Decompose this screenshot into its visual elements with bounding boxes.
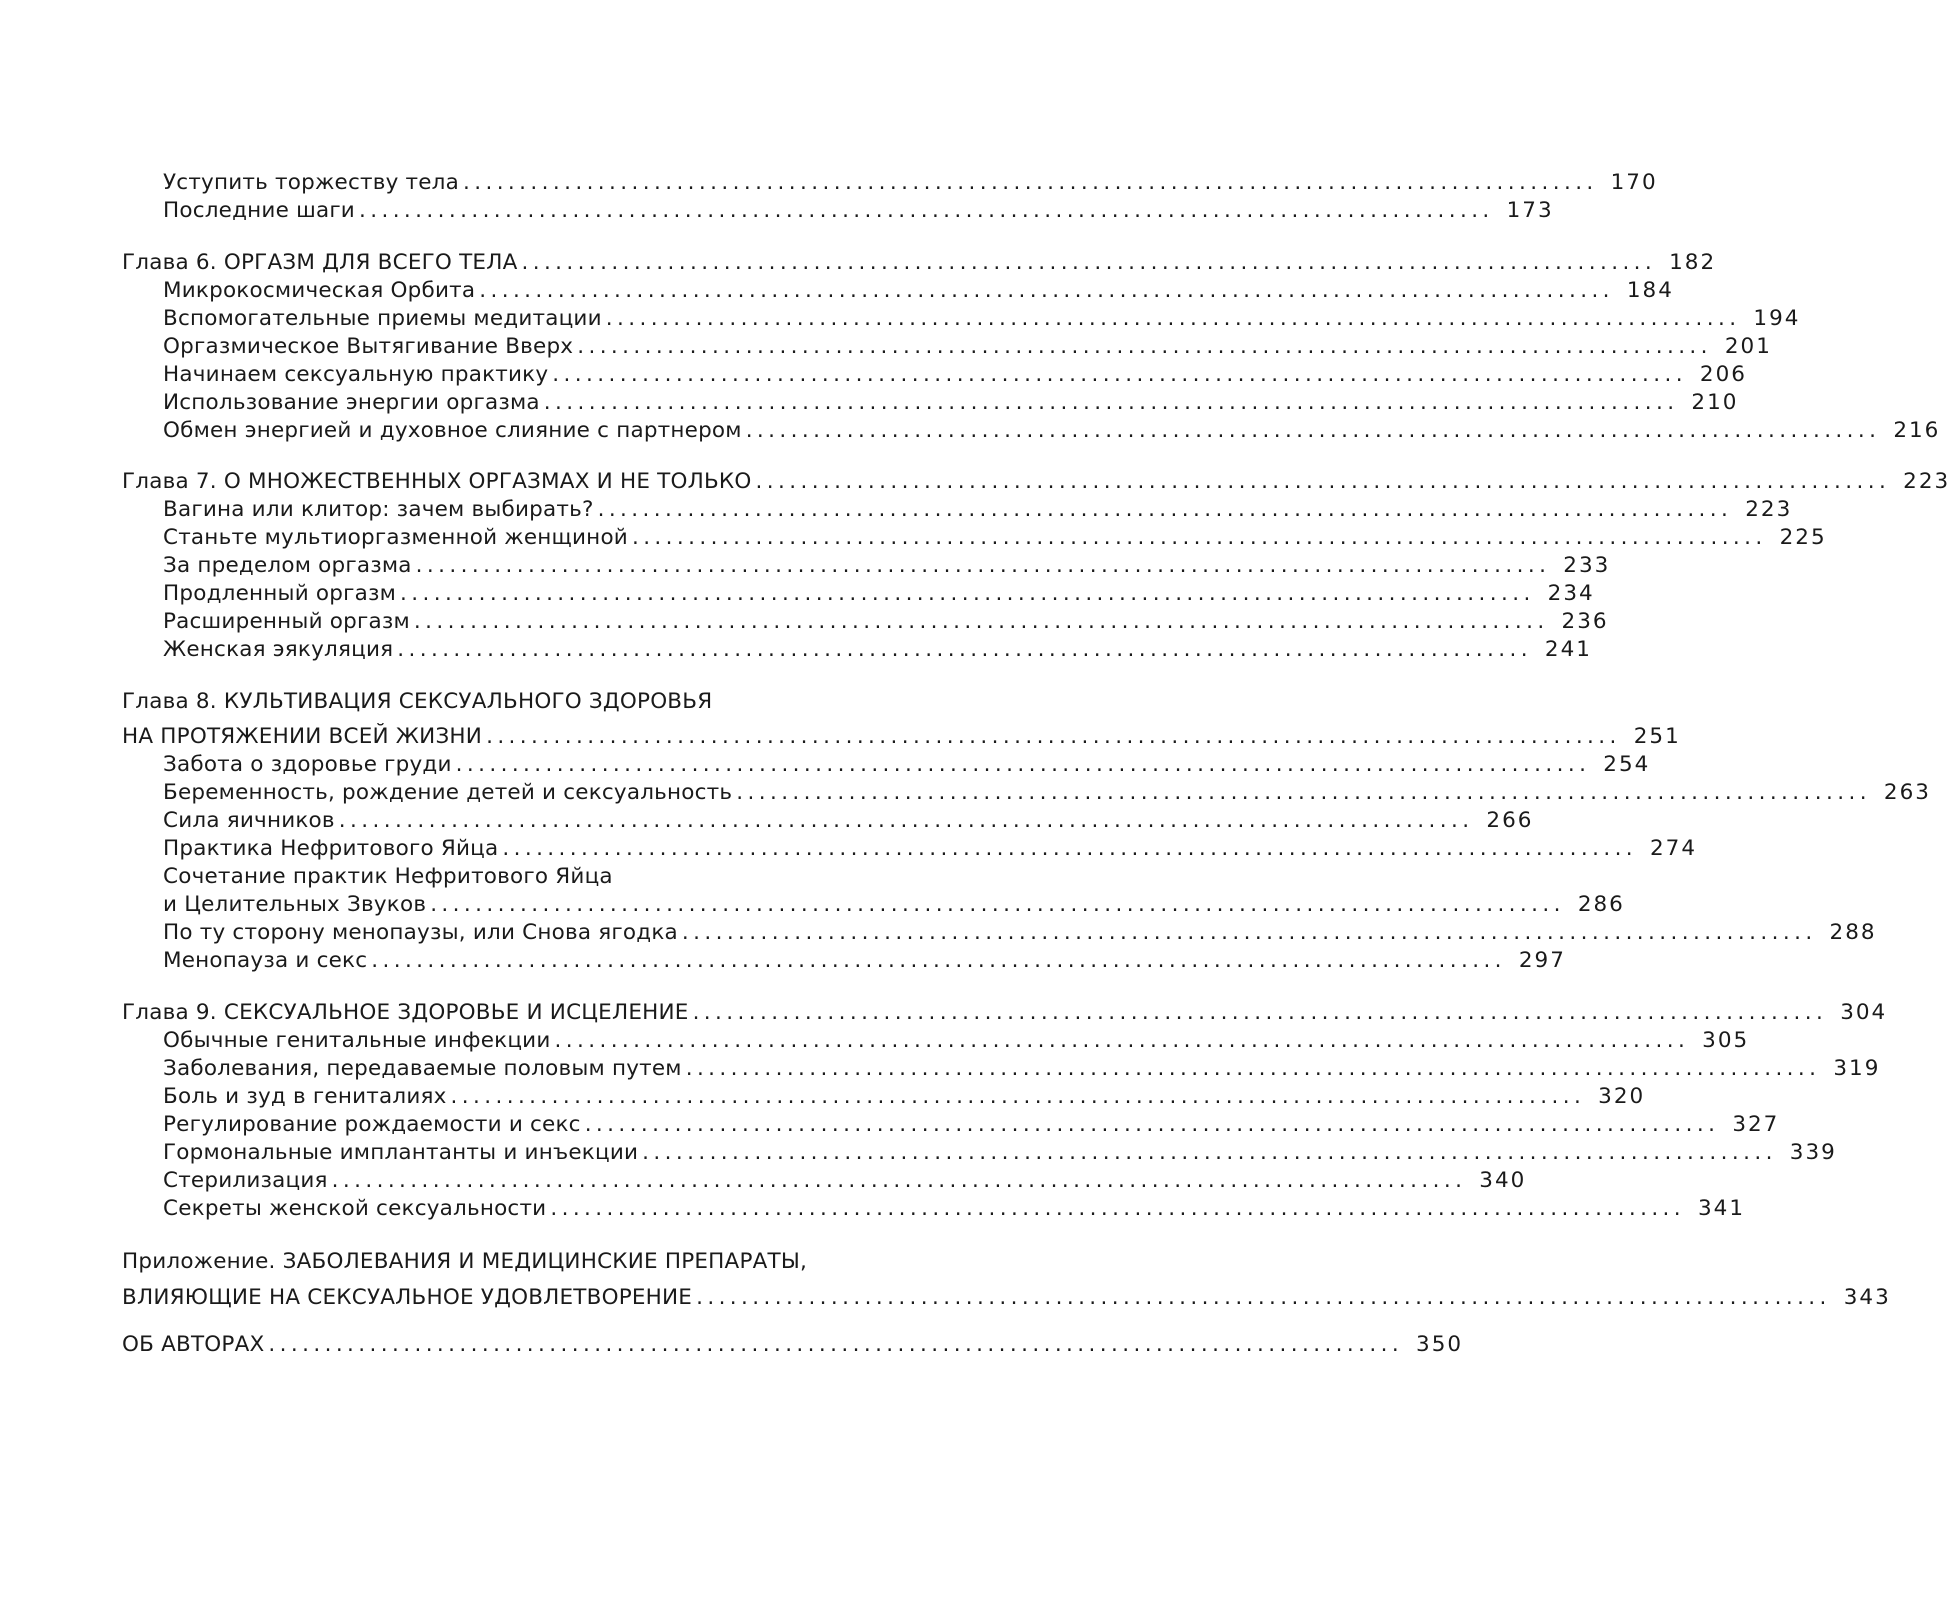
dot-leader: ..................................................................................................... (359, 198, 1494, 223)
toc-entry (163, 1166, 1527, 1195)
dot-leader: ..................................................................................................... (685, 1056, 1821, 1081)
page-number: 266 (1486, 808, 1534, 833)
dot-leader: ..................................................................................................... (554, 1028, 1690, 1053)
entry-title: Последние шаги (163, 198, 355, 223)
dot-leader: ..................................................................................................... (455, 752, 1591, 777)
dot-leader: ..................................................................................................... (521, 250, 1657, 275)
toc-entry (163, 1138, 1837, 1167)
chapter-title: Глава 8. КУЛЬТИВАЦИЯ СЕКСУАЛЬНОГО ЗДОРОВЬЯ (122, 689, 713, 714)
toc-entry (163, 1054, 1881, 1083)
entry-title: Менопауза и секс (163, 948, 368, 973)
page-number: 223 (1903, 469, 1950, 494)
page-number: 225 (1779, 525, 1827, 550)
toc-chapter (122, 248, 1717, 277)
page-number: 241 (1544, 637, 1592, 662)
toc-entry (163, 1026, 1750, 1055)
toc-entry (163, 551, 1611, 580)
entry-title: Вагина или клитор: зачем выбирать? (163, 497, 594, 522)
dot-leader: ..................................................................................................... (479, 278, 1614, 303)
page-number: 170 (1610, 170, 1658, 195)
toc-entry (163, 332, 1772, 361)
chapter-title: Глава 7. О МНОЖЕСТВЕННЫХ ОРГАЗМАХ И НЕ ТОЛЬКО (122, 469, 752, 494)
page-number: 274 (1650, 836, 1698, 861)
entry-title: Расширенный оргазм (163, 609, 410, 634)
entry-title: Регулирование рождаемости и секс (163, 1112, 581, 1137)
dot-leader: ..................................................................................................... (338, 808, 1474, 833)
toc-chapter (122, 998, 1888, 1027)
page-number: 339 (1789, 1140, 1837, 1165)
dot-leader: ..................................................................................................... (745, 418, 1881, 443)
entry-title: Оргазмическое Вытягивание Вверх (163, 334, 574, 359)
dot-leader: ..................................................................................................... (755, 469, 1891, 494)
page-number: 343 (1843, 1285, 1891, 1310)
dot-leader: ..................................................................................................... (552, 362, 1687, 387)
toc-entry (163, 168, 1658, 197)
toc-entry (163, 416, 1941, 445)
dot-leader: ..................................................................................................... (631, 525, 1767, 550)
dot-leader: ..................................................................................................... (597, 497, 1733, 522)
dot-leader: ..................................................................................................... (577, 334, 1712, 359)
toc-entry (163, 276, 1674, 305)
toc-chapter (122, 687, 916, 716)
dot-leader: ..................................................................................................... (400, 581, 1535, 606)
toc-entry (163, 778, 1931, 807)
page-number: 182 (1669, 250, 1717, 275)
entry-title: Вспомогательные приемы медитации (163, 306, 602, 331)
dot-leader: ..................................................................................................... (331, 1168, 1467, 1193)
dot-leader: ..................................................................................................... (415, 553, 1551, 578)
page-number: 297 (1518, 948, 1566, 973)
dot-leader: ..................................................................................................... (397, 637, 1532, 662)
toc-entry (163, 862, 916, 891)
toc-entry (163, 360, 1747, 389)
chapter-title: Глава 9. СЕКСУАЛЬНОЕ ЗДОРОВЬЕ И ИСЦЕЛЕНИЕ (122, 1000, 689, 1025)
toc-entry (163, 523, 1827, 552)
entry-title: Сочетание практик Нефритового Яйца (163, 864, 613, 889)
dot-leader: ..................................................................................................... (450, 1084, 1586, 1109)
dot-leader: ..................................................................................................... (584, 1112, 1720, 1137)
dot-leader: ..................................................................................................... (371, 948, 1506, 973)
page-number: 263 (1883, 780, 1931, 805)
entry-title: Секреты женской сексуальности (163, 1196, 547, 1221)
toc-entry (163, 750, 1651, 779)
section-title: ОБ АВТОРАХ (122, 1332, 265, 1357)
page-number: 327 (1732, 1112, 1780, 1137)
entry-title: Сила яичников (163, 808, 335, 833)
appendix-title: Приложение. ЗАБОЛЕВАНИЯ И МЕДИЦИНСКИЕ ПРЕПАРАТЫ, (122, 1249, 808, 1274)
entry-title: и Целительных Звуков (163, 892, 427, 917)
page-number: 210 (1691, 390, 1739, 415)
entry-title: Обычные генитальные инфекции (163, 1028, 551, 1053)
page-number: 184 (1626, 278, 1674, 303)
toc-entry (163, 834, 1698, 863)
toc-entry (163, 1082, 1646, 1111)
dot-leader: ..................................................................................................... (486, 724, 1621, 749)
toc-about-authors (122, 1330, 1464, 1359)
page-number: 194 (1753, 306, 1801, 331)
toc-entry (163, 1110, 1780, 1139)
toc-entry (163, 1194, 1746, 1223)
page-number: 206 (1699, 362, 1747, 387)
page-number: 173 (1506, 198, 1554, 223)
toc-entry (163, 579, 1595, 608)
entry-title: Продленный оргазм (163, 581, 397, 606)
dot-leader: ..................................................................................................... (268, 1332, 1404, 1357)
page-number: 216 (1893, 418, 1941, 443)
entry-title: За пределом оргазма (163, 553, 412, 578)
page-number: 305 (1702, 1028, 1750, 1053)
page-number: 236 (1561, 609, 1609, 634)
page-number: 223 (1745, 497, 1793, 522)
page-number: 233 (1563, 553, 1611, 578)
toc-entry (163, 304, 1801, 333)
toc-entry (163, 806, 1534, 835)
dot-leader: ..................................................................................................... (502, 836, 1638, 861)
toc-appendix-continued (122, 1283, 1891, 1312)
entry-title: Гормональные имплантанты и инъекции (163, 1140, 639, 1165)
page-number: 319 (1833, 1056, 1881, 1081)
entry-title: Забота о здоровье груди (163, 752, 452, 777)
chapter-title: НА ПРОТЯЖЕНИИ ВСЕЙ ЖИЗНИ (122, 724, 483, 749)
page-number: 234 (1547, 581, 1595, 606)
entry-title: Стерилизация (163, 1168, 328, 1193)
page-number: 340 (1479, 1168, 1527, 1193)
page-number: 251 (1633, 724, 1681, 749)
dot-leader: ..................................................................................................... (463, 170, 1598, 195)
page-number: 304 (1840, 1000, 1888, 1025)
dot-leader: ..................................................................................................... (550, 1196, 1686, 1221)
toc-entry (163, 495, 1793, 524)
toc-entry (163, 635, 1592, 664)
toc-entry (163, 196, 1554, 225)
toc-entry-continued (163, 890, 1625, 919)
dot-leader: ..................................................................................................... (413, 609, 1549, 634)
page-number: 341 (1697, 1196, 1746, 1221)
entry-title: Заболевания, передаваемые половым путем (163, 1056, 682, 1081)
dot-leader: ..................................................................................................... (692, 1000, 1828, 1025)
toc-appendix (122, 1247, 916, 1276)
toc-entry (163, 918, 1877, 947)
entry-title: Начинаем сексуальную практику (163, 362, 549, 387)
toc-entry (163, 946, 1566, 975)
toc-chapter (122, 467, 1950, 496)
entry-title: Уступить торжеству тела (163, 170, 459, 195)
entry-title: Использование энергии оргазма (163, 390, 540, 415)
toc-entry (163, 607, 1609, 636)
entry-title: Микрокосмическая Орбита (163, 278, 476, 303)
page-number: 286 (1577, 892, 1625, 917)
dot-leader: ..................................................................................................... (430, 892, 1565, 917)
dot-leader: ..................................................................................................... (605, 306, 1741, 331)
entry-title: Станьте мультиоргазменной женщиной (163, 525, 628, 550)
toc-entry (163, 388, 1739, 417)
toc-chapter-continued (122, 722, 1681, 751)
entry-title: Обмен энергией и духовное слияние с партнером (163, 418, 742, 443)
entry-title: По ту сторону менопаузы, или Снова ягодка (163, 920, 678, 945)
entry-title: Беременность, рождение детей и сексуальность (163, 780, 733, 805)
dot-leader: ..................................................................................................... (696, 1285, 1831, 1310)
page-number: 201 (1724, 334, 1772, 359)
dot-leader: ..................................................................................................... (681, 920, 1817, 945)
page-number: 350 (1416, 1332, 1464, 1357)
entry-title: Боль и зуд в гениталиях (163, 1084, 447, 1109)
page-number: 288 (1829, 920, 1877, 945)
appendix-title: ВЛИЯЮЩИЕ НА СЕКСУАЛЬНОЕ УДОВЛЕТВОРЕНИЕ (122, 1285, 693, 1310)
dot-leader: ..................................................................................................... (543, 390, 1679, 415)
entry-title: Женская эякуляция (163, 637, 394, 662)
entry-title: Практика Нефритового Яйца (163, 836, 499, 861)
page-number: 254 (1603, 752, 1651, 777)
chapter-title: Глава 6. ОРГАЗМ ДЛЯ ВСЕГО ТЕЛА (122, 250, 518, 275)
dot-leader: ..................................................................................................... (642, 1140, 1777, 1165)
dot-leader: ..................................................................................................... (736, 780, 1871, 805)
page-number: 320 (1598, 1084, 1646, 1109)
